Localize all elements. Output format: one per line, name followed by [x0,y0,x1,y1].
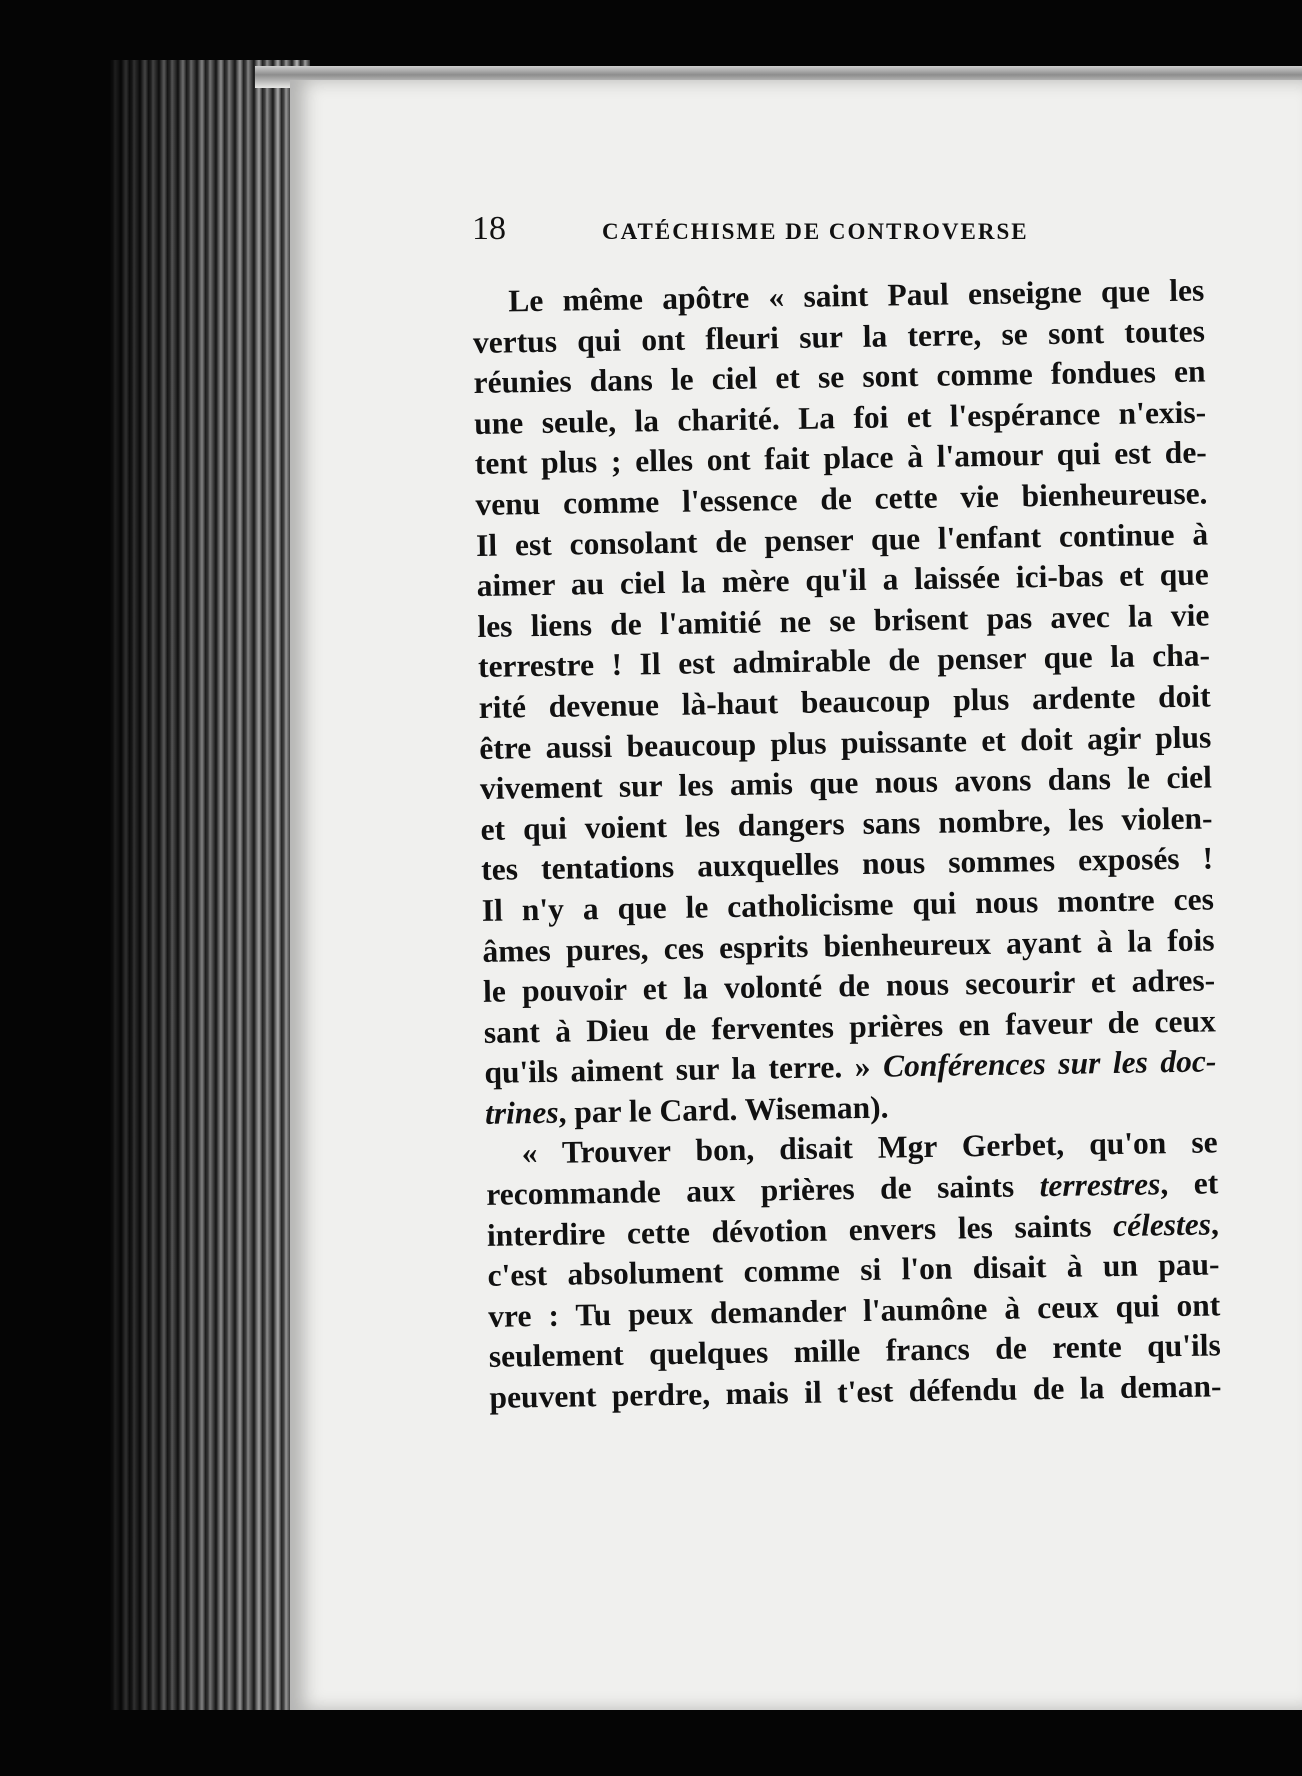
text-line: âmes pures, ces esprits bienheureux ayant à la fois [482,921,1215,969]
text-run: , par le Card. Wiseman). [558,1089,889,1130]
body-text [472,271,1222,1419]
text-line: vre : Tu peux demander l'aumône à ceux qui ont [487,1287,1221,1334]
text-line: les liens de l'amitié ne se brisent pas avec la vie [477,597,1210,644]
text-line: sant à Dieu de ferventes prières en faveur de ceux [483,1003,1216,1050]
citation-title: Conférences sur les doc- [882,1043,1217,1084]
text-run: , [1210,1206,1220,1242]
text-line: rité devenue là-haut beaucoup plus ardente doit [478,678,1211,725]
citation-title: trines [484,1094,559,1131]
text-line: tent plus ; elles ont fait place à l'amour qui est de- [474,434,1208,482]
text-line: et qui voient les dangers sans nombre, les violen- [480,800,1213,847]
text-line: vivement sur les amis que nous avons dans le ciel [479,759,1213,807]
text-line: une seule, la charité. La foi et l'espérance n'exis- [473,394,1207,441]
text-run: qu'ils aiment sur la terre. » [484,1048,884,1091]
text-line: c'est absolument comme si l'on disait à un pau- [487,1246,1220,1294]
text-run: interdire cette dévotion envers les saints [486,1207,1114,1253]
text-line: Le même apôtre « saint Paul enseigne que les [508,272,1205,319]
text-line: seulement quelques mille francs de rente qu'ils [488,1327,1222,1375]
running-title: CATÉCHISME DE CONTROVERSE [602,219,1029,244]
text-line: aimer au ciel la mère qu'il a laissée ici-bas et que [476,556,1209,604]
page-header [472,210,1072,250]
page-number: 18 [472,210,506,247]
text-line: vertus qui ont fleuri sur la terre, se sont toutes [472,313,1206,360]
text-line: le pouvoir et la volonté de nous secourir et adres- [482,962,1216,1010]
emphasis: terrestres [1039,1166,1161,1204]
emphasis: célestes [1112,1206,1212,1243]
text-line: réunies dans le ciel et se sont comme fondues en [473,353,1206,401]
text-line: venu comme l'essence de cette vie bienheureuse. [475,475,1208,522]
text-line: tes tentations auxquelles nous sommes exposés ! [480,840,1214,888]
text-run: , et [1160,1165,1219,1202]
text-line: être aussi beaucoup plus puissante et doit agir plus [479,718,1212,766]
text-line: Il est consolant de penser que l'enfant continue à [475,516,1209,563]
text-line: terrestre ! Il est admirable de penser que la cha- [477,637,1211,685]
page-edges-shadow [110,60,310,1710]
text-run: recommande aux prières de saints [486,1168,1040,1212]
text-line: « Trouver bon, disait Mgr Gerbet, qu'on se [521,1124,1218,1171]
text-line: peuvent perdre, mais il t'est défendu de la deman- [489,1368,1222,1415]
text-line: Il n'y a que le catholicisme qui nous montre ces [481,881,1215,928]
